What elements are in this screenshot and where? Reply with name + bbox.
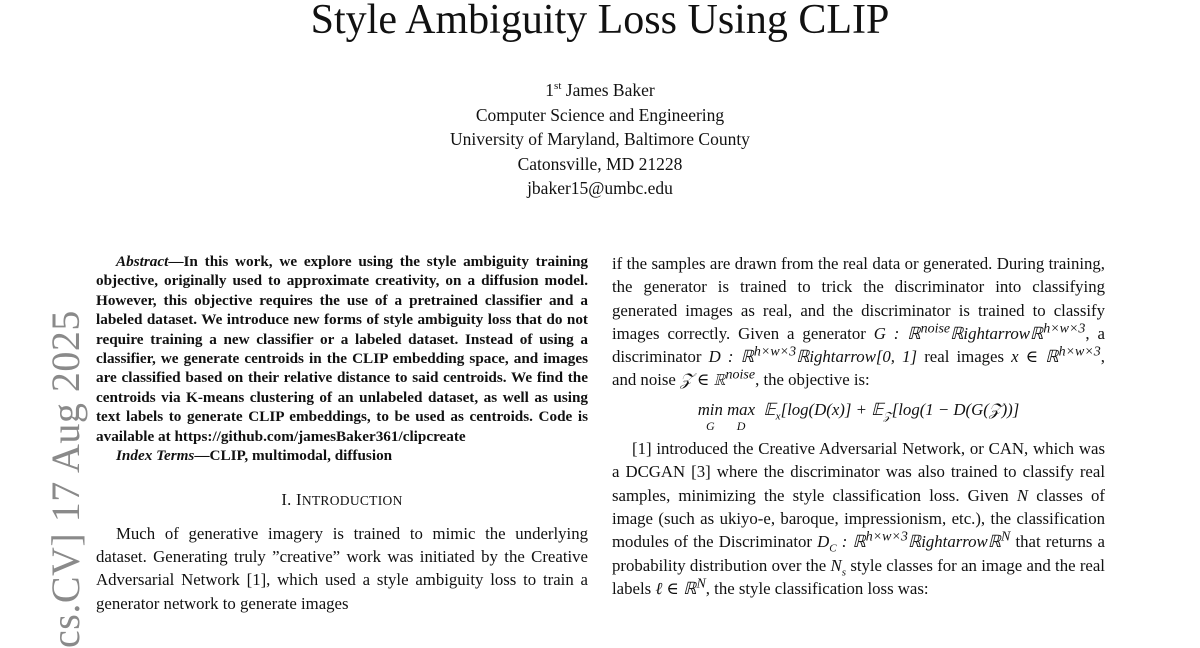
- left-column: [96, 252, 588, 615]
- paper-title: Style Ambiguity Loss Using CLIP: [310, 0, 890, 43]
- author-block: [0, 78, 1200, 201]
- intro-paragraph: Much of generative imagery is trained to mimic the underlying dataset. Generating truly ”creative” work was initiated by the Creative Adversarial Network [1], which used a style ambiguity loss to train a generator network to generate images: [96, 523, 588, 613]
- p2-text: [1] introduced the Creative Adversarial Network, or CAN, which was a DCGAN [3] where the discriminator was also trained to classify real samples, minimizing the style classification loss. Given: [612, 439, 1105, 505]
- real-text: real images: [924, 347, 1005, 367]
- author-name-line: [0, 78, 1200, 103]
- right-column: [612, 252, 1105, 600]
- p2b-text: classes of image (such as ukiyo-e, baroque, impressionism, etc.), the classification modules of the Discriminator: [612, 485, 1105, 552]
- dc-signature: $D_C$ : ℝ$^{h\times w\times 3}$ℝightarrowℝ$^N$: [817, 529, 1011, 555]
- author-email: jbaker15@umbc.edu: [527, 178, 673, 198]
- discriminator-signature: D : ℝ$^{h\times w\times 3}$ℝightarrow[0, 1]: [708, 344, 918, 367]
- section-name: NTRODUCTION: [301, 493, 403, 509]
- author-name: James Baker: [565, 80, 655, 100]
- p2e-text: , the style classification loss was:: [705, 578, 929, 598]
- abstract-text: —In this work, we explore using the style ambiguity training objective, originally used to approximate creativity, on a diffusion model. However, this objective requires the use of a pretrained classifier and a labeled dataset. We introduce new forms of style ambiguity loss that do not require training a new classifier or a labeled dataset. Instead of using a classifier, we generate centroids in the CLIP embedding space, and images are classified based on their relative distance to said centroids. We find the centroids via K-means clustering of an unlabeled dataset, as well as using text labels to generate CLIP embeddings, to be used as centroids. Code is available at https://github.com/jamesBaker361/clipcreate: [96, 253, 588, 445]
- ell-math: ℓ ∈ ℝ$^N$: [655, 576, 706, 598]
- abstract-label: Abstract: [116, 253, 169, 270]
- n-var: N: [1016, 485, 1029, 505]
- section-heading: [96, 488, 588, 512]
- p2d-text: style classes for an image and the real labels: [612, 555, 1105, 598]
- objective-text: , the objective is:: [755, 370, 870, 390]
- gan-objective-equation: min G max D 𝔼$_x$[log(D(x)] + 𝔼$_𝒵$[log(1 − D(G(𝒵))]: [697, 399, 1020, 434]
- ns-var: $N_s$: [830, 555, 847, 578]
- real-images-math: x ∈ ℝ$^{h\times w\times 3}$: [1011, 344, 1101, 367]
- index-terms: [96, 446, 588, 465]
- disc-intro: , a discriminator: [612, 323, 1105, 367]
- abstract: [96, 252, 588, 446]
- section-numeral: I. I: [281, 490, 302, 510]
- arxiv-stamp: cs.CV] 17 Aug 2025: [43, 310, 88, 648]
- author-location: Catonsville, MD 21228: [517, 153, 683, 174]
- p2c-text: that returns a probability distribution over the: [612, 532, 1105, 575]
- author-ordinal-suffix: st: [554, 80, 562, 93]
- right-paragraph-2: [612, 437, 1105, 600]
- generator-signature: G : ℝ$^{noise}$ℝightarrowℝ$^{h\times w\times 3}$: [873, 321, 1086, 343]
- author-university: University of Maryland, Baltimore County: [450, 129, 750, 149]
- author-department: Computer Science and Engineering: [475, 104, 725, 125]
- right-paragraph-1: [612, 252, 1105, 392]
- noise-math: 𝒵 ∈ ℝ$^{noise}$: [680, 367, 756, 390]
- index-terms-text: —CLIP, multimodal, diffusion: [194, 447, 393, 465]
- author-ordinal: 1: [545, 80, 555, 100]
- p1-text: if the samples are drawn from the real data or generated. During training, the generator is trained to trick the discriminator into classifying generated images as real, and the discriminator is trained to classify images correctly. Given a generator: [612, 254, 1105, 343]
- index-terms-label: Index Terms: [116, 447, 195, 465]
- and-text: , and noise: [612, 347, 1105, 390]
